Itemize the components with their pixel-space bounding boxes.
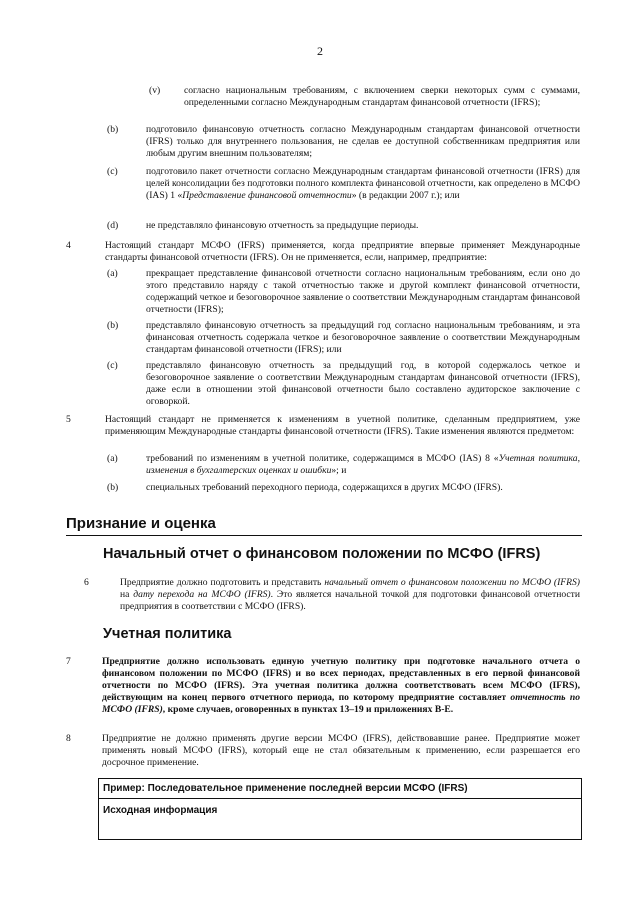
list-item-text: требований по изменениям в учетной политике, содержащимся в МСФО (IAS) 8 «Учетная политика, изменения в бухгалтерских оценках и ошибки»; и xyxy=(146,453,580,476)
example-box-subtitle: Исходная информация xyxy=(103,805,218,816)
item-label: (a) xyxy=(107,268,118,279)
item-label: (d) xyxy=(107,220,119,231)
paragraph-number: 7 xyxy=(66,656,71,667)
list-item-text: прекращает представление финансовой отчетности согласно национальным требованиям, если оно до этого представило наряду с такой отчетностью также и другой комплект финансовой отчетности, содержащий четкое и безоговорочное заявление о соответствии Международным стандартам финансовой отчетности (IFRS); xyxy=(146,268,580,315)
item-label: (b) xyxy=(107,124,119,135)
item-label: (c) xyxy=(107,360,118,371)
subheading: Начальный отчет о финансовом положении по МСФО (IFRS) xyxy=(103,546,541,562)
list-item-text: подготовило пакет отчетности согласно Международным стандартам финансовой отчетности (IFRS) для целей консолидации без подготовки полного комплекта финансовой отчетности, как определено в МСФО (IAS) 1 «Представление финансовой отчетности» (в редакции 2007 г.); или xyxy=(146,166,580,201)
paragraph-number: 4 xyxy=(66,240,71,251)
paragraph-text: Настоящий стандарт не применяется к изменениям в учетной политике, сделанным предприятием, уже применяющим Международные стандарты финансовой отчетности (IFRS). Такие изменения являются предметом: xyxy=(105,414,580,437)
paragraph-text: Предприятие не должно применять другие версии МСФО (IFRS), действовавшие ранее. Предприятие может применять новый МСФО (IFRS), который еще не стал обязательным к применению, если разрешается его досрочное применение. xyxy=(102,733,580,768)
subheading: Учетная политика xyxy=(103,626,232,642)
list-item-text: представляло финансовую отчетность за предыдущий год, в которой содержалось четкое и безоговорочное заявление о соответствии Международным стандартам финансовой отчетности (IFRS), даже если в отношении этой финансовой отчетности было составлено аудиторское заключение с оговоркой. xyxy=(146,360,580,407)
example-box xyxy=(98,778,582,840)
example-box-title: Пример: Последовательное применение последней версии МСФО (IFRS) xyxy=(99,779,581,799)
list-item-text: подготовило финансовую отчетность согласно Международным стандартам финансовой отчетности (IFRS) только для внутреннего пользования, не сделав ее доступной собственникам предприятия или любым другим внешним пользователям; xyxy=(146,124,580,159)
item-label: (b) xyxy=(107,320,119,331)
item-label: (b) xyxy=(107,482,119,493)
paragraph-number: 5 xyxy=(66,414,71,425)
section-divider xyxy=(66,535,582,536)
item-label: (v) xyxy=(149,85,161,96)
paragraph-text: Предприятие должно подготовить и представить начальный отчет о финансовом положении по МСФО (IFRS) на дату перехода на МСФО (IFRS). Это является начальной точкой для подготовки финансовой отчетности предприятия в соответствии с МСФО (IFRS). xyxy=(120,577,581,612)
list-item-text: согласно национальным требованиям, с включением сверки некоторых сумм с суммами, определенными согласно Международным стандартам финансовой отчетности (IFRS); xyxy=(184,85,580,108)
item-label: (a) xyxy=(107,453,118,464)
list-item-text: не представляло финансовую отчетность за предыдущие периоды. xyxy=(146,220,419,231)
section-heading: Признание и оценка xyxy=(66,515,216,532)
paragraph-text: Предприятие должно использовать единую учетную политику при подготовке начального отчета о финансовом положении по МСФО (IFRS) и во всех периодах, представленных в его первой финансовой отчетности по МСФО (IFRS). Эта учетная политика должна соответствовать всем МСФО (IFRS), действующим на конец первого отчетного периода, по которому предприятие составляет отчетность по МСФО (IFRS), кроме случаев, оговоренных в пунктах 13–19 и приложениях B-E. xyxy=(102,656,580,715)
paragraph-text: Настоящий стандарт МСФО (IFRS) применяется, когда предприятие впервые применяет Международные стандарты финансовой отчетности (IFRS). Он не применяется, если, например, предприятие: xyxy=(105,240,580,263)
paragraph-number: 6 xyxy=(84,577,89,588)
list-item-text: представляло финансовую отчетность за предыдущий год согласно национальным требованиям, и эта финансовая отчетность содержала четкое и безоговорочное заявление о соответствии Международным стандартам финансовой отчетности (IFRS); или xyxy=(146,320,580,355)
paragraph-number: 8 xyxy=(66,733,71,744)
list-item-text: специальных требований переходного периода, содержащихся в других МСФО (IFRS). xyxy=(146,482,503,493)
item-label: (c) xyxy=(107,166,118,177)
page-number: 2 xyxy=(317,44,323,58)
